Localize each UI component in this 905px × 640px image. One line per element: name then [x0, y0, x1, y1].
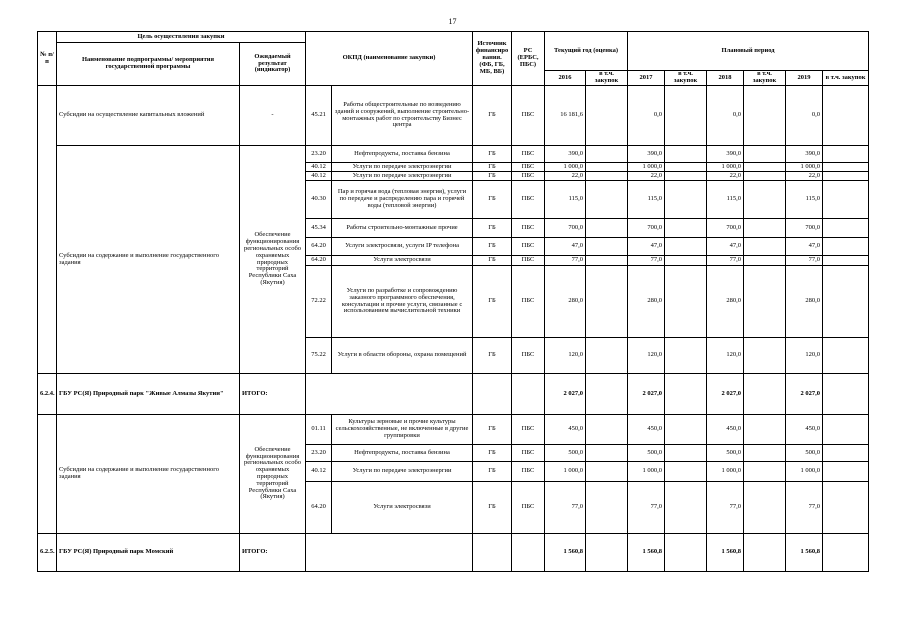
total1-name: ГБУ РС(Я) Природный парк "Живые Алмазы Якутии" — [57, 374, 240, 415]
total2-num: 6.2.5. — [38, 534, 57, 572]
table-row: 72.22 Услуги по разработке и сопровождению заказного программного обеспечения, консультации и прочие услуги, связанные с использованием вычислительной техники ГБ ПБС 280,0 280,0 280,0 280,0 — [38, 266, 869, 338]
header-rs: РС (ЕРБС, ПБС) — [512, 32, 545, 86]
table-row: 40.12 Услуги по передаче электроэнергии ГБ ПБС 1 000,0 1 000,0 1 000,0 1 000,0 — [38, 462, 869, 482]
section3-desc: Субсидии на содержание и выполнение государственного задания — [57, 415, 240, 534]
header-current-year: Текущий год (оценка) — [545, 32, 628, 71]
header-subprogram: Наименование подпрограммы/ мероприятия государственной программы — [57, 43, 240, 86]
header-incl-2: в т.ч. закупок — [665, 71, 707, 86]
header-2018: 2018 — [707, 71, 744, 86]
header-result: Ожидаемый результат (индикатор) — [240, 43, 306, 86]
table-row: 23.20 Нефтепродукты, поставка бензина ГБ ПБС 500,0 500,0 500,0 500,0 — [38, 445, 869, 462]
table-row: 75.22 Услуги в области обороны, охрана помещений ГБ ПБС 120,0 120,0 120,0 120,0 — [38, 338, 869, 374]
header-source: Источник финансиро вания. (ФБ, ГБ, МБ, ВБ) — [473, 32, 512, 86]
section1-desc: Субсидии на осуществление капитальных вложений — [57, 86, 240, 146]
procurement-table — [37, 31, 869, 572]
header-okpd: ОКПД (наименование закупки) — [306, 32, 473, 86]
section2-desc: Субсидии на содержание и выполнение государственного задания — [57, 146, 240, 374]
section3-result: Обеспечение функционирования региональных особо охраняемых природных территорий Республики Саха (Якутия) — [240, 415, 306, 534]
table-row: 64.20 Услуги электросвязи, услуги IP телефона ГБ ПБС 47,0 47,0 47,0 47,0 — [38, 238, 869, 256]
header-goal-group: Цель осуществления закупки — [57, 32, 306, 43]
table-row: 40.12 Услуги по передаче электроэнергии ГБ ПБС 22,0 22,0 22,0 22,0 — [38, 172, 869, 181]
total-row: 6.2.4. ГБУ РС(Я) Природный парк "Живые Алмазы Якутии" ИТОГО: 2 027,0 2 027,0 2 027,0 2 027,0 — [38, 374, 869, 415]
header-incl-4: в т.ч. закупок — [823, 71, 869, 86]
table-row: 64.20 Услуги электросвязи ГБ ПБС 77,0 77,0 77,0 77,0 — [38, 256, 869, 266]
header-2016: 2016 — [545, 71, 586, 86]
table-row: 40.30 Пар и горячая вода (тепловая энергия), услуги по передаче и распределению пара и горячей воды (тепловой энергии) ГБ ПБС 115,0 115,0 115,0 115,0 — [38, 181, 869, 219]
table-row: 45.34 Работы строительно-монтажные прочие ГБ ПБС 700,0 700,0 700,0 700,0 — [38, 219, 869, 238]
table-row: Субсидии на осуществление капитальных вложений - 45.21 Работы общестроительные по возведению зданий и сооружений, выполнение строительно-монтажных работ по строительству Бизнес центра ГБ ПБС 16 181,6 0,0 0,0 0,0 — [38, 86, 869, 146]
header-2017: 2017 — [628, 71, 665, 86]
section1-result: - — [240, 86, 306, 146]
header-incl-3: в т.ч. закупок — [744, 71, 786, 86]
total1-label: ИТОГО: — [240, 374, 306, 415]
header-2019: 2019 — [786, 71, 823, 86]
total2-name: ГБУ РС(Я) Природный парк Момский — [57, 534, 240, 572]
table-row: Субсидии на содержание и выполнение государственного задания Обеспечение функционирования региональных особо охраняемых природных территорий Республики Саха (Якутия) 01.11 Культуры зерновые и прочие культуры сельскохозяйственные, не включенные в другие группировки ГБ ПБС 450,0 450,0 450,0 450,0 — [38, 415, 869, 445]
total-row: 6.2.5. ГБУ РС(Я) Природный парк Момский ИТОГО: 1 560,8 1 560,8 1 560,8 1 560,8 — [38, 534, 869, 572]
section2-result: Обеспечение функционирования региональных особо охраняемых природных территорий Республики Саха (Якутия) — [240, 146, 306, 374]
total1-num: 6.2.4. — [38, 374, 57, 415]
header-num: № п/п — [38, 32, 57, 86]
table-row: 64.20 Услуги электросвязи ГБ ПБС 77,0 77,0 77,0 77,0 — [38, 482, 869, 534]
header-planned-period: Плановый период — [628, 32, 869, 71]
table-row: Субсидии на содержание и выполнение государственного задания Обеспечение функционирования региональных особо охраняемых природных территорий Республики Саха (Якутия) 23.20 Нефтепродукты, поставка бензина ГБ ПБС 390,0 390,0 390,0 390,0 — [38, 146, 869, 163]
total2-label: ИТОГО: — [240, 534, 306, 572]
page-number: 17 — [448, 17, 457, 26]
table-row: 40.12 Услуги по передаче электроэнергии ГБ ПБС 1 000,0 1 000,0 1 000,0 1 000,0 — [38, 163, 869, 172]
header-incl-1: в т.ч. закупок — [586, 71, 628, 86]
